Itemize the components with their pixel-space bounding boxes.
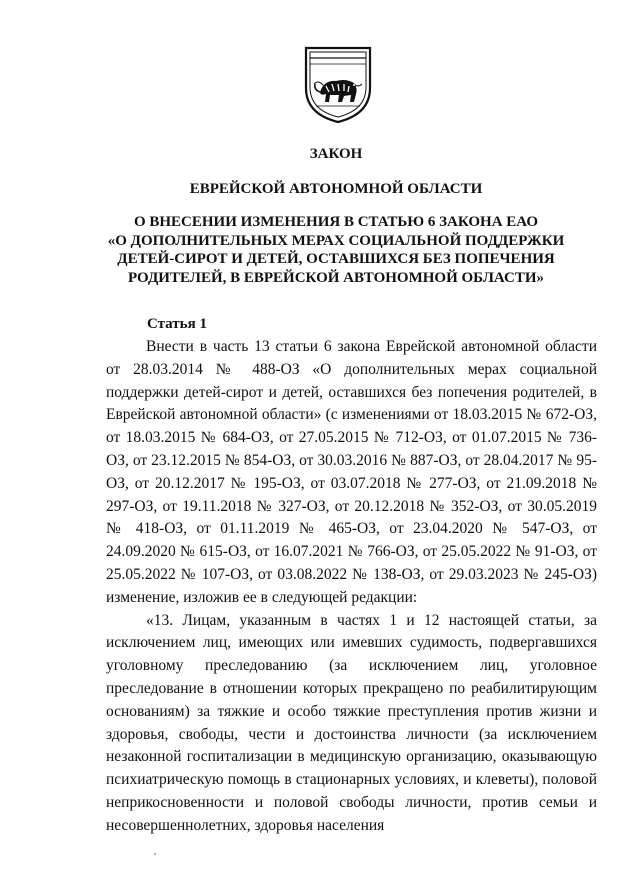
law-title-line: ДЕТЕЙ-СИРОТ И ДЕТЕЙ, ОСТАВШИХСЯ БЕЗ ПОПЕЧЕНИЯ [117, 251, 555, 268]
law-title-line: О ВНЕСЕНИИ ИЗМЕНЕНИЯ В СТАТЬЮ 6 ЗАКОНА ЕАО [133, 214, 539, 230]
quoted-paragraph: «13. Лицам, указанным в частях 1 и 12 настоящей статьи, за исключением лиц, имеющих или имевших судимость, подвергавшихся уголовному преследованию (за исключением лиц, уголовное преследование в отношении которых прекращено по реабилитирующим основаниям) за тяжкие и особо тяжкие преступления против жизни и здоровья, свободы, чести и достоинства личности (за исключением незаконной госпитализации в медицинскую организацию, оказывающую психиатрическую помощь в стационарных условиях, и клеветы), половой неприкосновенности и половой свободы личности, против семьи и несовершеннолетних, здоровья населения [106, 611, 597, 834]
article-body [106, 336, 597, 838]
document-type-heading: ЗАКОН [309, 146, 363, 162]
amendment-paragraph: Внести в часть 13 статьи 6 закона Еврейской автономной области от 28.03.2014 № 488-ОЗ «О дополнительных мерах социальной поддержки детей-сирот и детей, оставшихся без попечения родителей, в Еврейской автономной области» (с изменениями от 18.03.2015 № 672-ОЗ, от 18.03.2015 № 684-ОЗ, от 27.05.2015 № 712-ОЗ, от 01.07.2015 № 736-ОЗ, от 23.12.2015 № 854-ОЗ, от 30.03.2016 № 887-ОЗ, от 28.04.2017 № 95-ОЗ, от 20.12.2017 № 195-ОЗ, от 03.07.2018 № 277-ОЗ, от 21.09.2018 № 297-ОЗ, от 19.11.2018 № 327-ОЗ, от 20.12.2018 № 352-ОЗ, от 30.05.2019 № 418-ОЗ, от 01.11.2019 № 465-ОЗ, от 23.04.2020 № 547-ОЗ, от 24.09.2020 № 615-ОЗ, от 16.07.2021 № 766-ОЗ, от 25.05.2022 № 91-ОЗ, от 25.05.2022 № 107-ОЗ, от 03.08.2022 № 138-ОЗ, от 29.03.2023 № 245-ОЗ) изменение, изложив ее в следующей редакции: [106, 338, 597, 606]
article-heading: Статья 1 [147, 316, 207, 332]
scan-speck [154, 853, 156, 855]
region-heading: ЕВРЕЙСКОЙ АВТОНОМНОЙ ОБЛАСТИ [189, 181, 483, 197]
law-title-line: РОДИТЕЛЕЙ, В ЕВРЕЙСКОЙ АВТОНОМНОЙ ОБЛАСТИ» [127, 269, 544, 286]
coat-of-arms-emblem [302, 44, 374, 124]
law-title [96, 213, 576, 287]
law-title-line: «О ДОПОЛНИТЕЛЬНЫХ МЕРАХ СОЦИАЛЬНОЙ ПОДДЕРЖКИ [107, 232, 565, 249]
